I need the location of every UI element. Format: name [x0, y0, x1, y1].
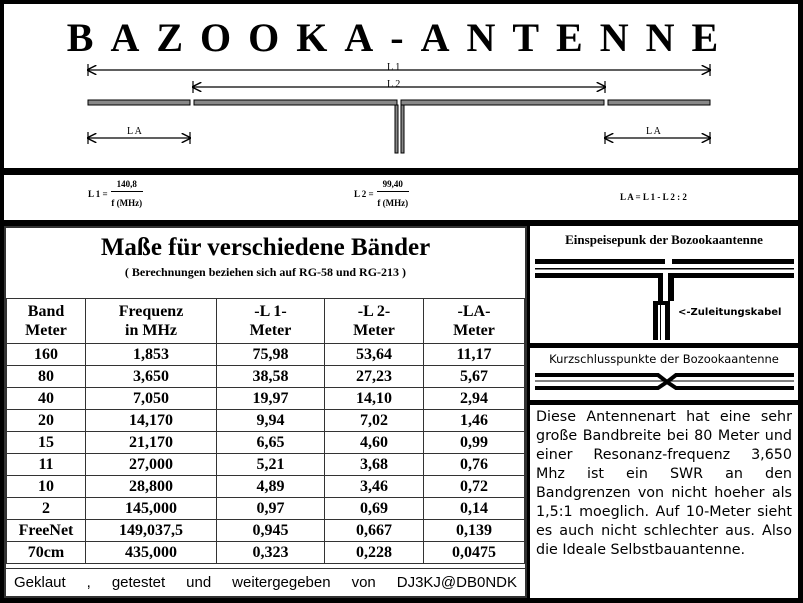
- column-header-line: -LA-: [457, 303, 491, 320]
- table-subtitle: ( Berechnungen beziehen sich auf RG-58 und RG-213 ): [124, 265, 407, 279]
- column-header-line: Meter: [25, 322, 67, 339]
- table-cell: 2,94: [424, 388, 525, 410]
- table-cell: FreeNet: [7, 520, 86, 542]
- info-text: Diese Antennenart hat eine sehr große Bandbreite bei 80 Meter und einer Resonanz-frequenz 3,650 Mhz ist ein SWR an den Bandgrenzen von nicht hoeher als 1,5:1 moeglich. Auf 10-Meter sieht es auch nicht schlechter aus. Also die Ideale Selbstbauantenne.: [530, 405, 798, 598]
- table-cell: 70cm: [7, 542, 86, 564]
- table-cell: 27,23: [325, 366, 424, 388]
- feedline-right: [401, 105, 404, 153]
- table-cell: 145,000: [86, 498, 217, 520]
- table-cell: 0,14: [424, 498, 525, 520]
- table-cell: 3,46: [325, 476, 424, 498]
- feed-point-title: Einspeisepunk der Bozookaantenne: [565, 232, 763, 247]
- bands-table-panel: [4, 226, 527, 598]
- column-header-line: Meter: [249, 322, 292, 339]
- table-row: [7, 498, 525, 520]
- table-cell: 40: [7, 388, 86, 410]
- column-header: [424, 299, 525, 344]
- l2-label: L 2: [387, 79, 401, 90]
- antenna-element-right: [401, 100, 604, 105]
- table-cell: 0,945: [217, 520, 325, 542]
- table-cell: 0,0475: [424, 542, 525, 564]
- column-header-line: in MHz: [125, 322, 177, 339]
- table-cell: 14,170: [86, 410, 217, 432]
- table-cell: 1,46: [424, 410, 525, 432]
- table-cell: 53,64: [325, 344, 424, 366]
- table-cell: 5,67: [424, 366, 525, 388]
- table-cell: 1,853: [86, 344, 217, 366]
- l1-label: L 1: [387, 62, 401, 73]
- feed-point-drawing: [530, 226, 798, 343]
- column-header-line: Meter: [353, 322, 395, 339]
- column-header-line: Meter: [453, 322, 495, 339]
- short-circuit-title: Kurzschlusspunkte der Bozookaantenne: [549, 352, 779, 366]
- bands-table: [6, 298, 525, 564]
- table-cell: 27,000: [86, 454, 217, 476]
- l2-formula-lhs: L 2 =: [354, 188, 374, 199]
- table-row: [7, 366, 525, 388]
- l2-denominator: f (MHz): [377, 198, 409, 208]
- column-header-line: Frequenz: [118, 303, 184, 320]
- antenna-diagram-panel: [4, 4, 798, 168]
- l1-formula-lhs: L 1 =: [88, 188, 108, 199]
- table-row: [7, 432, 525, 454]
- table-row: [7, 410, 525, 432]
- table-cell: 19,97: [217, 388, 325, 410]
- table-cell: 0,97: [217, 498, 325, 520]
- antenna-stub-left: [88, 100, 190, 105]
- la-right-label: L A: [646, 126, 661, 137]
- antenna-stub-right: [608, 100, 710, 105]
- antenna-drawing: [4, 4, 798, 168]
- table-cell: 75,98: [217, 344, 325, 366]
- table-cell: 4,60: [325, 432, 424, 454]
- feedline-left: [395, 105, 398, 153]
- table-cell: 0,72: [424, 476, 525, 498]
- table-cell: 3,68: [325, 454, 424, 476]
- table-cell: 7,02: [325, 410, 424, 432]
- table-row: [7, 476, 525, 498]
- table-row: [7, 542, 525, 564]
- table-cell: 9,94: [217, 410, 325, 432]
- la-left-label: L A: [127, 126, 142, 137]
- l1-numerator: 140,8: [111, 179, 143, 192]
- table-cell: 149,037,5: [86, 520, 217, 542]
- feed-point-panel: [530, 226, 798, 343]
- credit-footer: Geklaut , getestet und weitergegeben von DJ3KJ@DB0NDK: [6, 568, 525, 596]
- l1-formula: [88, 179, 143, 208]
- table-cell: 80: [7, 366, 86, 388]
- table-cell: 3,650: [86, 366, 217, 388]
- table-cell: 0,139: [424, 520, 525, 542]
- table-cell: 15: [7, 432, 86, 454]
- short-circuit-panel: [530, 348, 798, 400]
- table-cell: 7,050: [86, 388, 217, 410]
- table-cell: 5,21: [217, 454, 325, 476]
- table-cell: 0,99: [424, 432, 525, 454]
- table-cell: 20: [7, 410, 86, 432]
- table-row: [7, 520, 525, 542]
- table-cell: 435,000: [86, 542, 217, 564]
- column-header: [217, 299, 325, 344]
- la-formula: L A = L 1 - L 2 : 2: [620, 192, 687, 202]
- formula-panel: [4, 175, 798, 220]
- l1-denominator: f (MHz): [111, 198, 143, 208]
- table-cell: 10: [7, 476, 86, 498]
- table-cell: 14,10: [325, 388, 424, 410]
- table-row: [7, 388, 525, 410]
- table-cell: 2: [7, 498, 86, 520]
- table-cell: 160: [7, 344, 86, 366]
- table-cell: 11: [7, 454, 86, 476]
- short-circuit-drawing: [530, 348, 798, 400]
- table-cell: 28,800: [86, 476, 217, 498]
- table-cell: 0,667: [325, 520, 424, 542]
- table-cell: 4,89: [217, 476, 325, 498]
- table-title: Maße für verschiedene Bänder: [100, 234, 431, 261]
- feedline-label: <-Zuleitungskabel: [678, 307, 782, 318]
- table-cell: 11,17: [424, 344, 525, 366]
- table-cell: 38,58: [217, 366, 325, 388]
- antenna-element-left: [194, 100, 397, 105]
- column-header-line: Band: [27, 303, 65, 320]
- table-cell: 6,65: [217, 432, 325, 454]
- table-cell: 0,69: [325, 498, 424, 520]
- table-cell: 0,76: [424, 454, 525, 476]
- table-row: [7, 454, 525, 476]
- column-header-line: -L 2-: [357, 303, 391, 320]
- l2-numerator: 99,40: [377, 179, 409, 192]
- table-cell: 0,323: [217, 542, 325, 564]
- column-header: [7, 299, 86, 344]
- column-header: [86, 299, 217, 344]
- table-row: [7, 344, 525, 366]
- page-title: BAZOOKA-ANTENNE: [66, 15, 736, 60]
- table-cell: 21,170: [86, 432, 217, 454]
- table-cell: 0,228: [325, 542, 424, 564]
- column-header-line: -L 1-: [254, 303, 287, 320]
- column-header: [325, 299, 424, 344]
- l2-formula: [354, 179, 409, 208]
